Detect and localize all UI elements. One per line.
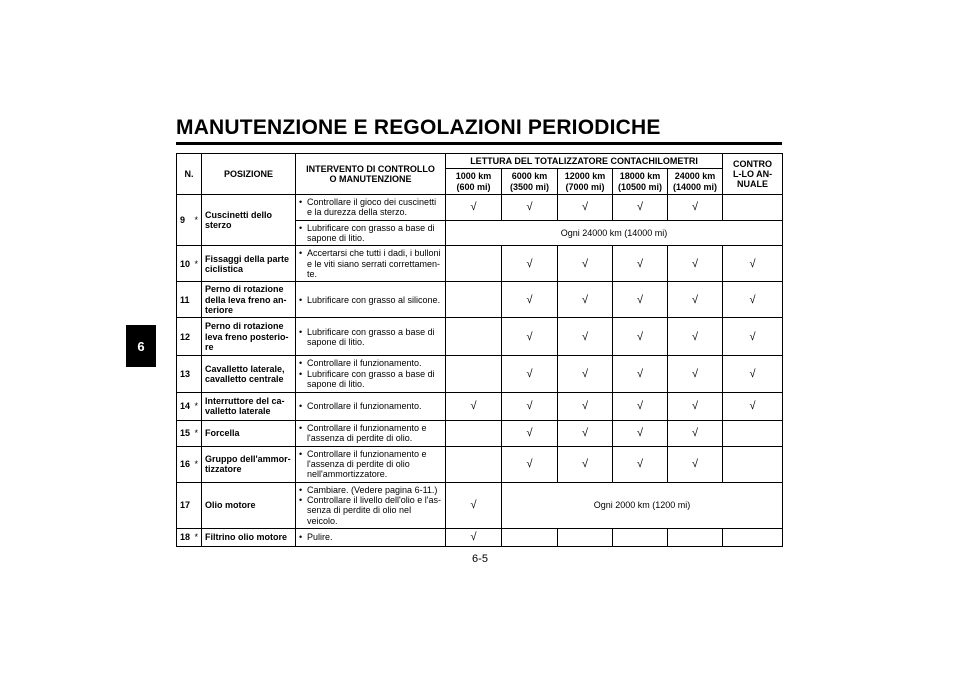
row-action: • Pulire. [296, 528, 446, 546]
check-mark: √ [613, 420, 668, 446]
page-number: 6-5 [472, 553, 488, 565]
check-mark: √ [668, 282, 723, 318]
row-position: Olio motore [202, 482, 296, 528]
header-km-col: 12000 km (7000 mi) [558, 169, 613, 195]
row-star [192, 318, 202, 356]
row-number: 10 [177, 246, 192, 282]
check-mark: √ [723, 282, 783, 318]
page-title: MANUTENZIONE E REGOLAZIONI PERIODICHE [176, 116, 661, 139]
check-mark: √ [613, 446, 668, 482]
row-number: 13 [177, 356, 192, 392]
empty-cell [558, 528, 613, 546]
row-star: * [192, 246, 202, 282]
table-row [177, 195, 783, 221]
check-mark: √ [502, 195, 558, 221]
check-mark: √ [723, 356, 783, 392]
check-mark: √ [668, 318, 723, 356]
row-position: Filtrino olio motore [202, 528, 296, 546]
header-action: INTERVENTO DI CONTROLLO O MANUTENZIONE [296, 154, 446, 195]
empty-cell [723, 420, 783, 446]
check-mark: √ [446, 392, 502, 420]
check-mark: √ [558, 195, 613, 221]
empty-cell [668, 528, 723, 546]
check-mark: √ [613, 356, 668, 392]
check-mark: √ [446, 482, 502, 528]
row-number: 17 [177, 482, 192, 528]
empty-cell [446, 246, 502, 282]
check-mark: √ [558, 246, 613, 282]
row-position: Perno di rotazione della leva freno an-teriore [202, 282, 296, 318]
empty-cell [613, 528, 668, 546]
header-n: N. [177, 154, 202, 195]
check-mark: √ [613, 195, 668, 221]
interval-text: Ogni 2000 km (1200 mi) [502, 482, 783, 528]
check-mark: √ [558, 282, 613, 318]
table-row [177, 528, 783, 546]
empty-cell [446, 282, 502, 318]
check-mark: √ [613, 246, 668, 282]
row-number: 12 [177, 318, 192, 356]
table-row [177, 246, 783, 282]
check-mark: √ [723, 392, 783, 420]
check-mark: √ [502, 246, 558, 282]
row-number: 15 [177, 420, 192, 446]
row-action: • Controllare il gioco dei cuscinetti e la durezza della sterzo. [296, 195, 446, 221]
check-mark: √ [502, 282, 558, 318]
header-km-col: 6000 km (3500 mi) [502, 169, 558, 195]
check-mark: √ [668, 195, 723, 221]
empty-cell [446, 420, 502, 446]
row-star [192, 482, 202, 528]
header-position: POSIZIONE [202, 154, 296, 195]
check-mark: √ [668, 356, 723, 392]
check-mark: √ [558, 392, 613, 420]
check-mark: √ [558, 420, 613, 446]
check-mark: √ [502, 392, 558, 420]
row-position: Cuscinetti dello sterzo [202, 195, 296, 246]
row-action: • Lubrificare con grasso a base di sapone di litio. [296, 318, 446, 356]
row-action: • Controllare il funzionamento e l'assenza di perdite di olio. [296, 420, 446, 446]
row-position: Forcella [202, 420, 296, 446]
table-row [177, 420, 783, 446]
empty-cell [446, 318, 502, 356]
row-action: • Accertarsi che tutti i dadi, i bulloni e le viti siano serrati correttamen-te. [296, 246, 446, 282]
row-star [192, 282, 202, 318]
row-action: • Controllare il funzionamento. [296, 392, 446, 420]
check-mark: √ [502, 356, 558, 392]
check-mark: √ [668, 246, 723, 282]
check-mark: √ [613, 282, 668, 318]
row-position: Interruttore del ca-valletto laterale [202, 392, 296, 420]
row-star: * [192, 420, 202, 446]
row-number: 16 [177, 446, 192, 482]
header-km-col: 24000 km (14000 mi) [668, 169, 723, 195]
row-star: * [192, 446, 202, 482]
check-mark: √ [446, 195, 502, 221]
check-mark: √ [558, 356, 613, 392]
check-mark: √ [502, 446, 558, 482]
check-mark: √ [723, 246, 783, 282]
check-mark: √ [502, 318, 558, 356]
interval-text: Ogni 24000 km (14000 mi) [446, 220, 783, 246]
empty-cell [446, 356, 502, 392]
table-row [177, 482, 783, 528]
title-underline [176, 142, 782, 145]
row-number: 11 [177, 282, 192, 318]
chapter-tab: 6 [126, 325, 156, 367]
header-km-col: 18000 km (10500 mi) [613, 169, 668, 195]
row-number: 9 [177, 195, 192, 246]
table-row [177, 356, 783, 392]
empty-cell [446, 446, 502, 482]
row-position: Cavalletto laterale, cavalletto centrale [202, 356, 296, 392]
header-odometer: LETTURA DEL TOTALIZZATORE CONTACHILOMETRI [446, 154, 723, 169]
header-row-1 [177, 154, 783, 169]
row-position: Perno di rotazione leva freno posterio-re [202, 318, 296, 356]
maintenance-table [176, 153, 783, 547]
check-mark: √ [668, 392, 723, 420]
header-annual-check: CONTROL-LO AN-NUALE [723, 154, 783, 195]
row-number: 18 [177, 528, 192, 546]
check-mark: √ [723, 318, 783, 356]
check-mark: √ [502, 420, 558, 446]
row-star: * [192, 195, 202, 246]
empty-cell [723, 528, 783, 546]
row-action: • Lubrificare con grasso al silicone. [296, 282, 446, 318]
row-position: Fissaggi della parte ciclistica [202, 246, 296, 282]
table-row [177, 282, 783, 318]
table-row [177, 318, 783, 356]
check-mark: √ [613, 318, 668, 356]
row-number: 14 [177, 392, 192, 420]
check-mark: √ [668, 446, 723, 482]
check-mark: √ [558, 446, 613, 482]
empty-cell [723, 195, 783, 221]
row-star: * [192, 392, 202, 420]
row-action: • Lubrificare con grasso a base di sapone di litio. [296, 220, 446, 246]
table-row [177, 392, 783, 420]
empty-cell [502, 528, 558, 546]
empty-cell [723, 446, 783, 482]
table-row [177, 446, 783, 482]
row-star: * [192, 528, 202, 546]
row-action: • Controllare il funzionamento. • Lubrificare con grasso a base di sapone di litio. [296, 356, 446, 392]
row-position: Gruppo dell'ammor-tizzatore [202, 446, 296, 482]
check-mark: √ [446, 528, 502, 546]
row-action: • Cambiare. (Vedere pagina 6-11.) • Controllare il livello dell'olio e l'as-senza di perdite di olio nel veicolo. [296, 482, 446, 528]
check-mark: √ [613, 392, 668, 420]
header-km-col: 1000 km (600 mi) [446, 169, 502, 195]
check-mark: √ [558, 318, 613, 356]
row-star [192, 356, 202, 392]
row-action: • Controllare il funzionamento e l'assenza di perdite di olio nell'ammortizzatore. [296, 446, 446, 482]
check-mark: √ [668, 420, 723, 446]
